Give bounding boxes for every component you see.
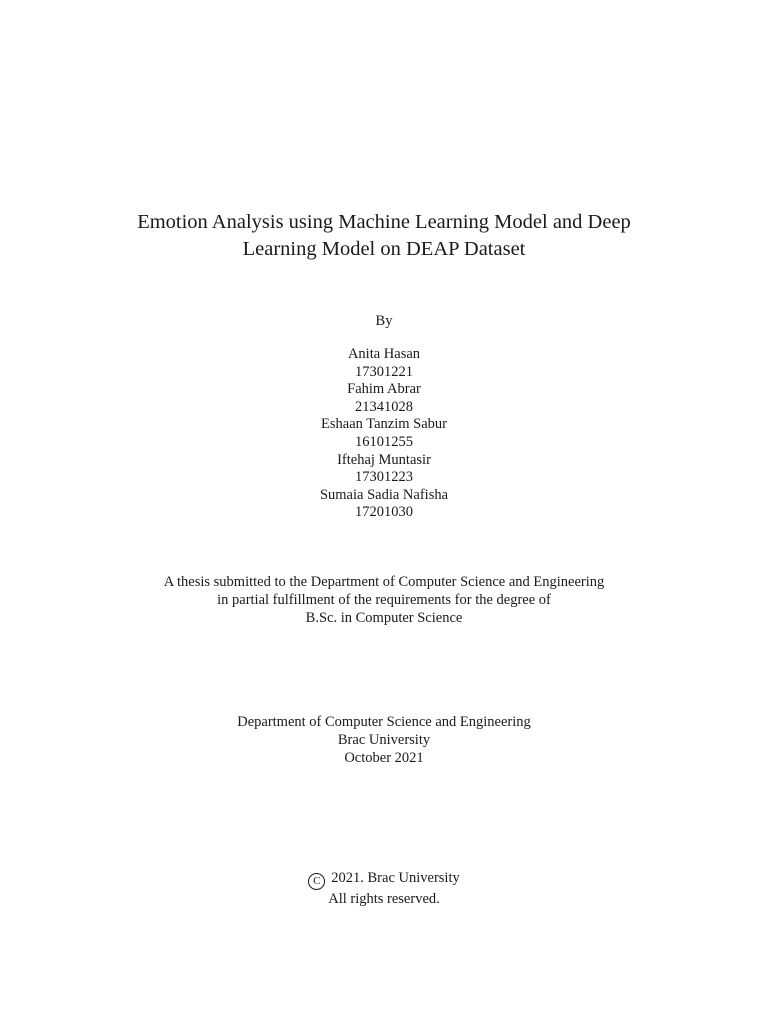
affiliation (0, 713, 768, 767)
thesis-statement (0, 573, 768, 627)
author-name: Anita Hasan (347, 346, 421, 362)
rights-reserved: All rights reserved. (328, 891, 440, 907)
author-list (0, 346, 768, 522)
copyright-icon: C (308, 873, 325, 890)
statement-line-2: in partial fulfillment of the requirements for the degree of (217, 592, 551, 608)
by-label: By (375, 313, 393, 329)
author-name: Eshaan Tanzim Sabur (321, 416, 447, 433)
statement-line-3: B.Sc. in Computer Science (305, 610, 463, 626)
author-name: Fahim Abrar (347, 381, 421, 398)
author-name: Iftehaj Muntasir (337, 451, 431, 468)
thesis-title-line-1: Emotion Analysis using Machine Learning Model and Deep (137, 211, 631, 233)
thesis-title (0, 209, 768, 263)
author-id: 17301221 (355, 363, 413, 380)
author-id: 21341028 (355, 398, 413, 415)
university-name: Brac University (337, 732, 431, 748)
thesis-title-line-2: Learning Model on DEAP Dataset (242, 238, 526, 260)
author-id: 17301223 (355, 469, 413, 486)
copyright-text: 2021. Brac University (331, 870, 460, 886)
author-name: Sumaia Sadia Nafisha (319, 486, 449, 503)
copyright-notice (0, 869, 768, 908)
author-id: 16101255 (355, 433, 413, 450)
submission-date: October 2021 (344, 750, 424, 766)
copyright-line (0, 869, 768, 890)
author-id: 17201030 (355, 504, 413, 521)
statement-line-1: A thesis submitted to the Department of Computer Science and Engineering (163, 574, 605, 590)
department-name: Department of Computer Science and Engineering (237, 714, 531, 730)
